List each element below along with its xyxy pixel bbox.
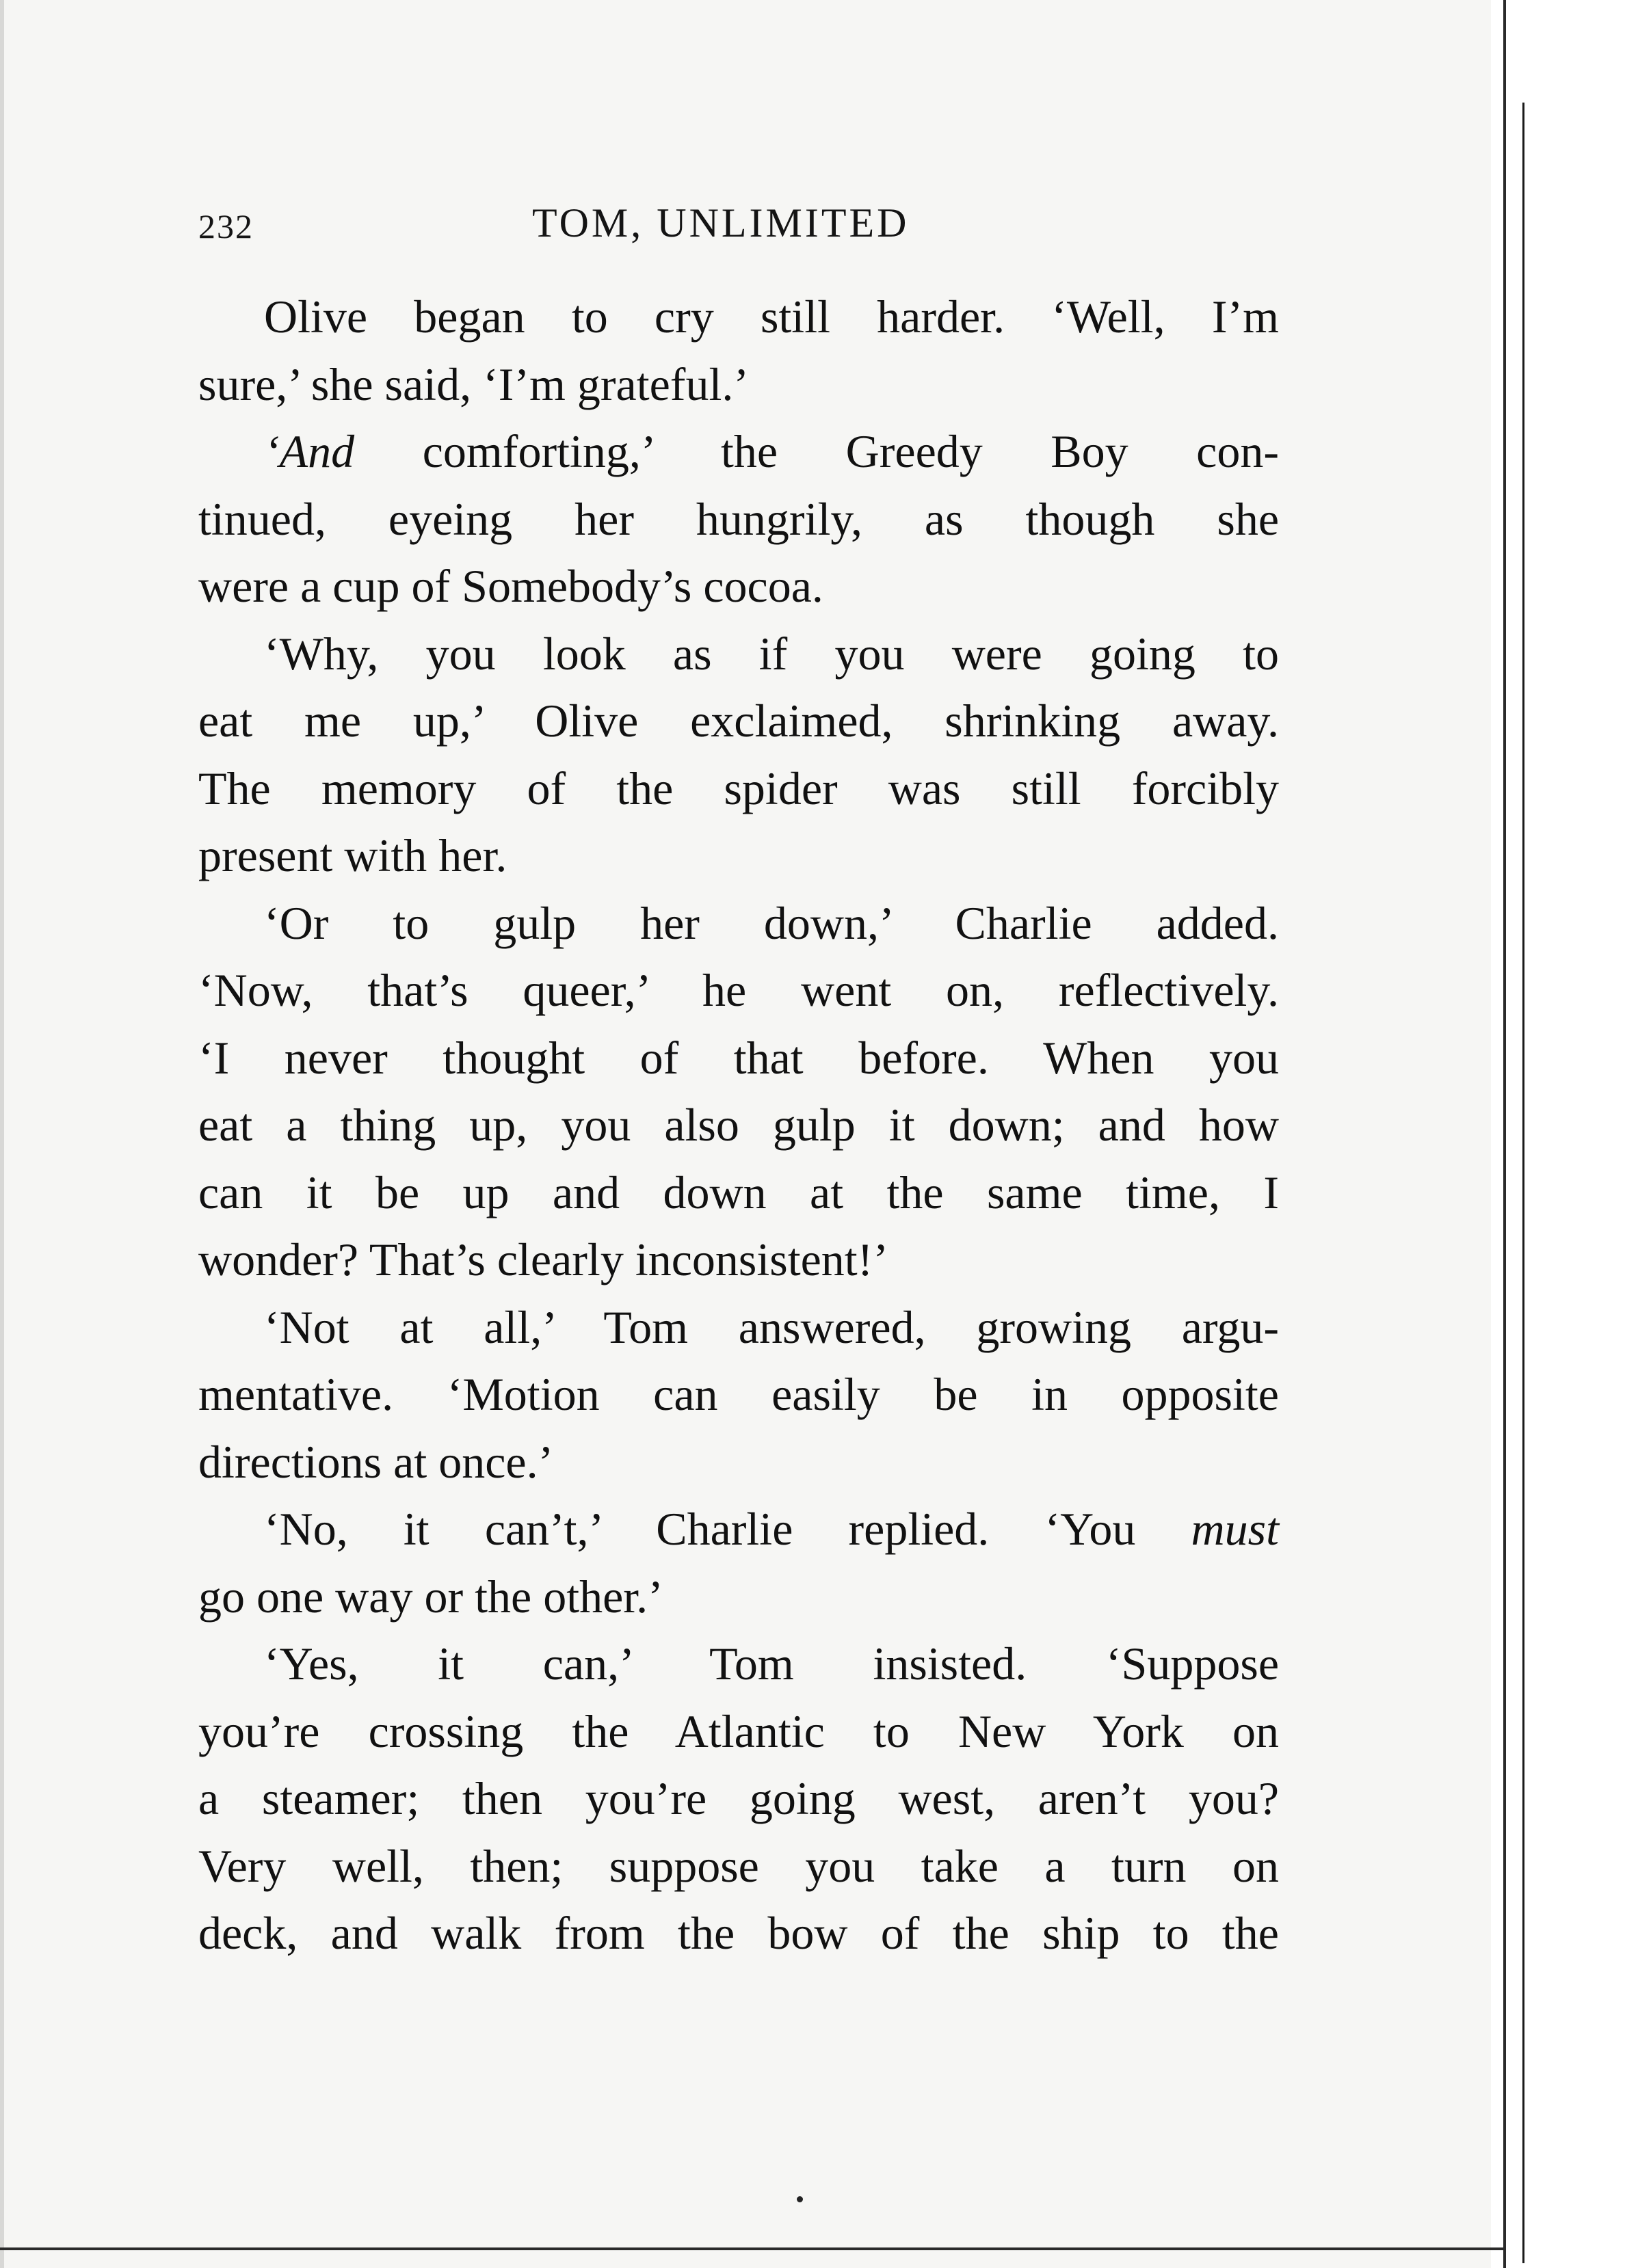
text-line: you’re crossing the Atlantic to New York on — [198, 1705, 1279, 1757]
text-line — [198, 1495, 1279, 1563]
text-line: were a cup of Somebody’s cocoa. — [198, 560, 823, 612]
italic-word: ‘And — [264, 425, 355, 477]
page-binding-margin — [1491, 0, 1651, 2268]
book-title: TOM, UNLIMITED — [532, 200, 910, 245]
text-line: eat me up,’ Olive exclaimed, shrinking away. — [198, 695, 1279, 747]
text-line — [198, 418, 1279, 485]
binding-line-inner — [1522, 103, 1524, 2263]
page-bottom-edge — [0, 2247, 1505, 2250]
text-line: Very well, then; suppose you take a turn on — [198, 1839, 1279, 1892]
text-line: deck, and walk from the bow of the ship to the — [198, 1907, 1279, 1959]
text-line: tinued, eyeing her hungrily, as though she — [198, 492, 1279, 545]
running-head — [198, 200, 1293, 261]
text-line-rest: comforting,’ the Greedy Boy con- — [422, 425, 1280, 477]
text-line: can it be up and down at the same time, I — [198, 1166, 1279, 1218]
text-line: Olive began to cry still harder. ‘Well, I’m — [264, 291, 1279, 343]
text-line: eat a thing up, you also gulp it down; and how — [198, 1099, 1279, 1151]
text-line: ‘I never thought of that before. When you — [198, 1031, 1279, 1084]
page-left-edge — [0, 0, 4, 2268]
text-line: ‘Why, you look as if you were going to — [264, 627, 1279, 680]
body-text — [198, 283, 1279, 1967]
text-line: present with her. — [198, 829, 507, 881]
text-line: mentative. ‘Motion can easily be in opposite — [198, 1368, 1279, 1420]
text-line-start: ‘No, it can’t,’ Charlie replied. ‘You — [264, 1503, 1136, 1555]
text-line: ‘Or to gulp her down,’ Charlie added. — [264, 896, 1279, 949]
text-line: sure,’ she said, ‘I’m grateful.’ — [198, 358, 749, 410]
binding-line — [1503, 0, 1506, 2268]
page-number: 232 — [198, 207, 254, 245]
text-line: a steamer; then you’re going west, aren’t you? — [198, 1772, 1279, 1824]
text-line: ‘Not at all,’ Tom answered, growing argu- — [264, 1300, 1279, 1353]
text-line: ‘Now, that’s queer,’ he went on, reflectively. — [198, 964, 1279, 1016]
text-line: The memory of the spider was still forcibly — [198, 762, 1279, 814]
print-speck — [797, 2196, 803, 2202]
italic-word: must — [1191, 1503, 1279, 1555]
text-line: ‘Yes, it can,’ Tom insisted. ‘Suppose — [264, 1638, 1279, 1690]
text-line: go one way or the other.’ — [198, 1570, 663, 1623]
text-line: wonder? That’s clearly inconsistent!’ — [198, 1233, 888, 1285]
text-line: directions at once.’ — [198, 1435, 554, 1488]
